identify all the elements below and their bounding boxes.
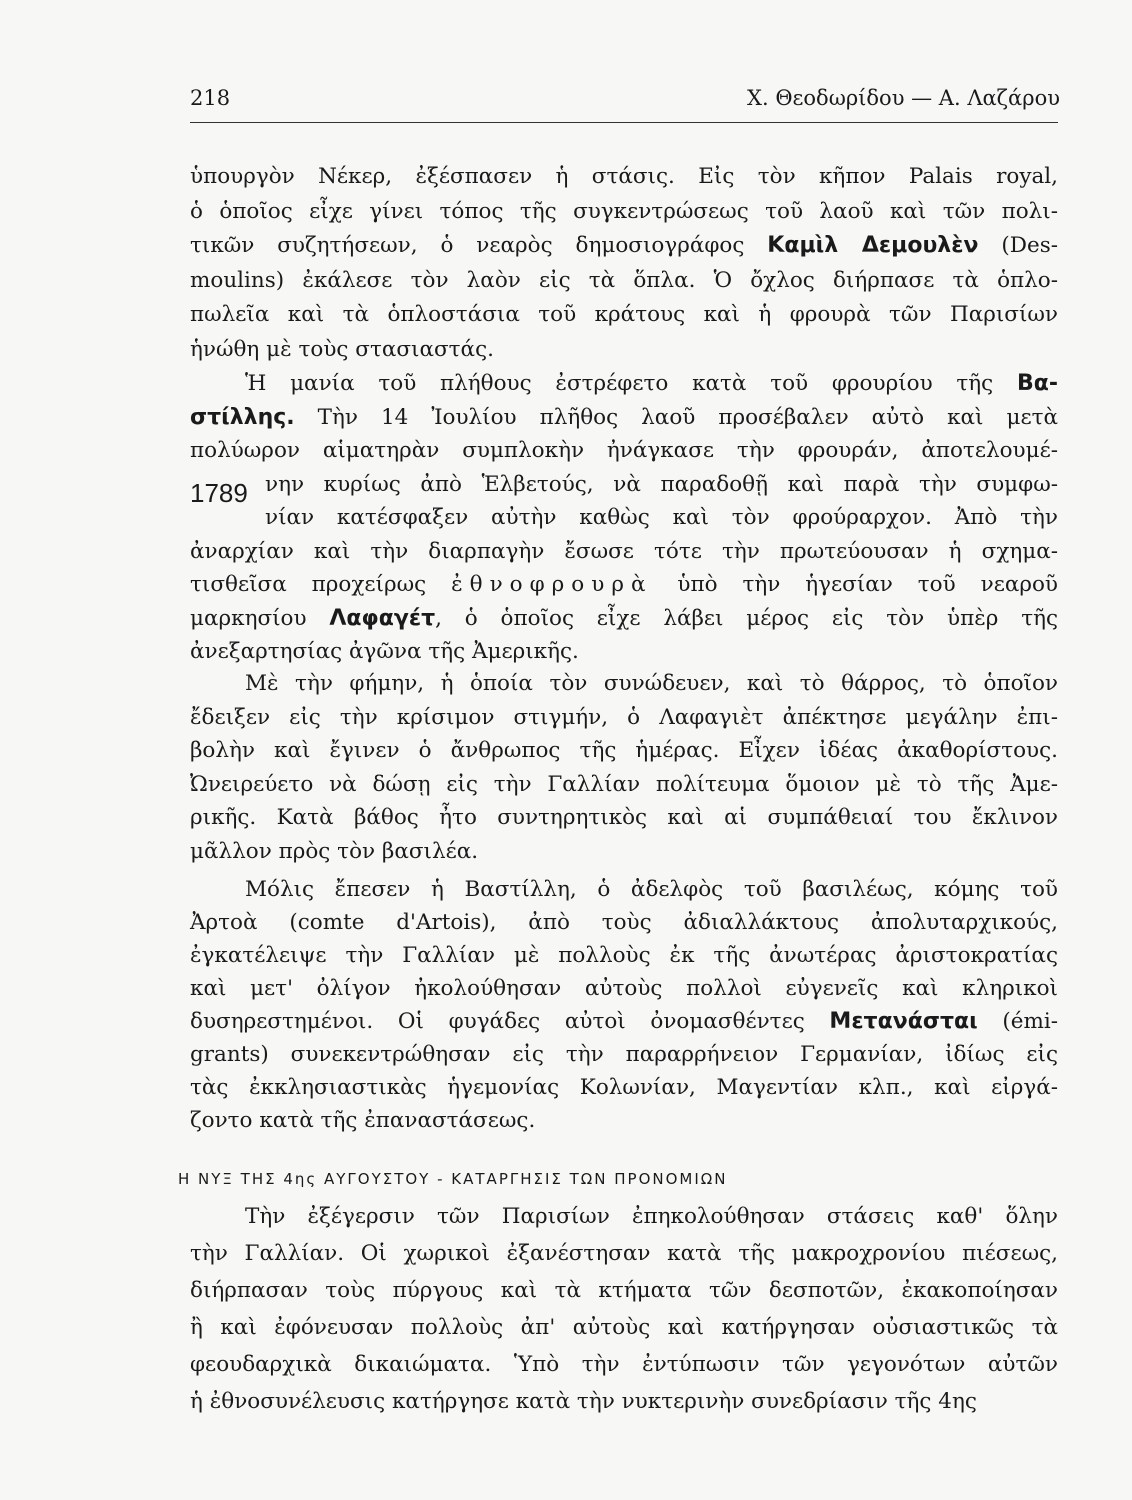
bold-term: στίλλης. [190,404,295,430]
text-segment: Μόλις ἔπεσεν ἡ Βαστίλλη, ὁ ἀδελφὸς τοῦ βασιλέως, κόμης τοῦ [245,877,1058,902]
text-line [190,264,1058,299]
text-segment: Τὴν 14 Ἰουλίου πλῆθος λαοῦ προσέβαλεν αὐτὸ καὶ μετὰ [294,404,1058,430]
text-line [190,229,1058,264]
text-line [190,501,1058,535]
text-line [190,568,1058,602]
text-segment: φεουδαρχικὰ δικαιώματα. Ὑπὸ τὴν ἐντύπωσιν τῶν γεγονότων αὐτῶν [190,1352,1058,1377]
text-line [190,701,1058,735]
text-segment: grants) συνεκεντρώθησαν εἰς τὴν παραρρήνειον Γερμανίαν, ἰδίως εἰς [190,1042,1058,1067]
text-segment: , ὁ ὁποῖος εἶχε λάβει μέρος εἰς τὸν ὑπὲρ τῆς [435,605,1059,631]
text-segment: τὴν Γαλλίαν. Οἱ χωρικοὶ ἐξανέστησαν κατὰ τῆς μακροχρονίου πιέσεως, [190,1241,1058,1266]
paragraph [190,873,1058,1137]
text-segment: μᾶλλον πρὸς τὸν βασιλέα. [190,838,479,864]
text-segment: μαρκησίου [190,605,330,631]
text-line [190,873,1058,906]
text-segment: πολύωρον αἱματηρὰν συμπλοκὴν ἠνάγκασε τὴν φρουράν, ἀποτελουμέ- [190,438,1058,463]
header-rule [190,122,1058,123]
text-segment: βολὴν καὶ ἔγινεν ὁ ἄνθρωπος τῆς ἡμέρας. Εἶχεν ἰδέας ἀκαθορίστους. [190,738,1058,763]
text-segment: ἔδειξεν εἰς τὴν κρίσιμον στιγμήν, ὁ Λαφαγιὲτ ἀπέκτησε μεγάλην ἐπι- [190,704,1058,730]
text-line [190,468,1058,502]
paragraph [190,1198,1058,1420]
text-line [190,734,1058,768]
text-line [190,1104,1058,1137]
page-number: 218 [190,86,231,110]
text-segment: ἢ καὶ ἐφόνευσαν πολλοὺς ἀπ' αὐτοὺς καὶ κατήργησαν οὐσιαστικῶς τὰ [190,1315,1058,1340]
text-line [190,1346,1058,1383]
text-line [190,434,1058,468]
text-line [190,1198,1058,1235]
text-line [190,160,1058,195]
text-line [190,635,1058,669]
text-line [190,367,1058,401]
text-segment: ζοντο κατὰ τῆς ἐπαναστάσεως. [190,1108,536,1133]
text-segment: Ἀρτοὰ (comte d'Artois), ἀπὸ τοὺς ἀδιαλλάκτους ἀπολυταρχικούς, [190,910,1058,935]
paragraph [190,367,1058,669]
text-segment: (émi- [977,1009,1058,1034]
text-line [190,1038,1058,1071]
text-segment: ἐγκατέλειψε τὴν Γαλλίαν μὲ πολλοὺς ἐκ τῆς ἀνωτέρας ἀριστοκρατίας [190,943,1058,968]
text-line [190,1309,1058,1346]
text-segment: Ἡ μανία τοῦ πλήθους ἐστρέφετο κατὰ τοῦ φρουρίου τῆς [245,371,1017,396]
text-segment: τικῶν συζητήσεων, ὁ νεαρὸς δημοσιογράφος [190,233,768,258]
text-segment: ἡ ἐθνοσυνέλευσις κατήργησε κατὰ τὴν νυκτερινὴν συνεδρίασιν τῆς 4ης [190,1389,977,1414]
section-heading: Η ΝΥΞ ΤΗΣ 4ης ΑΥΓΟΥΣΤΟΥ - ΚΑΤΑΡΓΗΣΙΣ ΤΩΝ ΠΡΟΝΟΜΙΩΝ [178,1170,728,1188]
text-line [190,195,1058,230]
spaced-term: ἐθνοφρουρὰ [451,572,653,597]
text-segment: καὶ μετ' ὀλίγον ἠκολούθησαν αὐτοὺς πολλοὶ εὐγενεῖς καὶ κληρικοὶ [190,976,1058,1001]
text-segment: τισθεῖσα προχείρως [190,572,452,597]
margin-note-year: 1789 [190,478,248,508]
text-line [190,972,1058,1005]
bold-term: Καμὶλ Δεμουλὲν [767,233,979,258]
text-line [190,298,1058,333]
text-line [190,333,1058,368]
text-segment: νίαν κατέσφαξεν αὐτὴν καθὼς καὶ τὸν φρούραρχον. Ἀπὸ τὴν [265,505,1058,530]
text-segment: δυσηρεστημένοι. Οἱ φυγάδες αὐτοὶ ὀνομασθέντες [190,1009,830,1034]
text-line [190,835,1058,869]
bold-term: Μετανάσται [829,1009,978,1034]
text-segment: ἡνώθη μὲ τοὺς στασιαστάς. [190,336,494,362]
text-segment: ρικῆς. Κατὰ βάθος ἦτο συντηρητικὸς καὶ αἱ συμπάθειαί του ἔκλινον [190,805,1058,830]
bold-term: Λαφαγέτ [329,605,436,631]
text-segment: ἀναρχίαν καὶ τὴν διαρπαγὴν ἔσωσε τότε τὴν πρωτεύουσαν ἡ σχημα- [190,538,1058,564]
running-head: Χ. Θεοδωρίδου — Α. Λαζάρου [747,86,1060,110]
text-line [190,602,1058,636]
text-segment: Ὠνειρεύετο νὰ δώσῃ εἰς τὴν Γαλλίαν πολίτευμα ὅμοιον μὲ τὸ τῆς Ἀμε- [190,771,1058,797]
paragraph [190,667,1058,868]
text-line [190,1005,1058,1038]
text-line [190,535,1058,569]
text-segment: πωλεῖα καὶ τὰ ὁπλοστάσια τοῦ κράτους καὶ ἡ φρουρὰ τῶν Παρισίων [190,302,1058,327]
text-segment: νην κυρίως ἀπὸ Ἑλβετούς, νὰ παραδοθῇ καὶ παρὰ τὴν συμφω- [265,471,1058,497]
text-segment: Τὴν ἐξέγερσιν τῶν Παρισίων ἐπηκολούθησαν στάσεις καθ' ὅλην [245,1204,1058,1229]
text-segment: διήρπασαν τοὺς πύργους καὶ τὰ κτήματα τῶν δεσποτῶν, ἐκακοποίησαν [190,1278,1058,1303]
text-segment: moulins) ἐκάλεσε τὸν λαὸν εἰς τὰ ὅπλα. Ὁ ὄχλος διήρπασε τὰ ὁπλο- [190,267,1058,293]
paragraph [190,160,1058,367]
text-line [190,801,1058,835]
text-line [190,768,1058,802]
text-line [190,1383,1058,1420]
text-segment: ὑπὸ τὴν ἡγεσίαν τοῦ νεαροῦ [652,572,1059,597]
text-segment: ὁ ὁποῖος εἶχε γίνει τόπος τῆς συγκεντρώσεως τοῦ λαοῦ καὶ τῶν πολι- [190,198,1058,224]
text-line [190,1235,1058,1272]
text-segment: τὰς ἐκκλησιαστικὰς ἡγεμονίας Κολωνίαν, Μαγεντίαν κλπ., καὶ εἰργά- [190,1075,1058,1100]
text-line [190,939,1058,972]
text-segment: (Des- [978,233,1058,258]
bold-term: Βα- [1016,371,1058,396]
text-line [190,667,1058,701]
text-segment: Μὲ τὴν φήμην, ἡ ὁποία τὸν συνώδευεν, καὶ τὸ θάρρος, τὸ ὁποῖον [245,671,1058,696]
text-segment: ὑπουργὸν Νέκερ, ἐξέσπασεν ἡ στάσις. Εἰς τὸν κῆπον Palais royal, [190,164,1058,189]
text-line [190,1272,1058,1309]
text-line [190,906,1058,939]
text-segment: ἀνεξαρτησίας ἀγῶνα τῆς Ἀμερικῆς. [190,639,579,664]
text-line [190,1071,1058,1104]
text-line [190,401,1058,435]
